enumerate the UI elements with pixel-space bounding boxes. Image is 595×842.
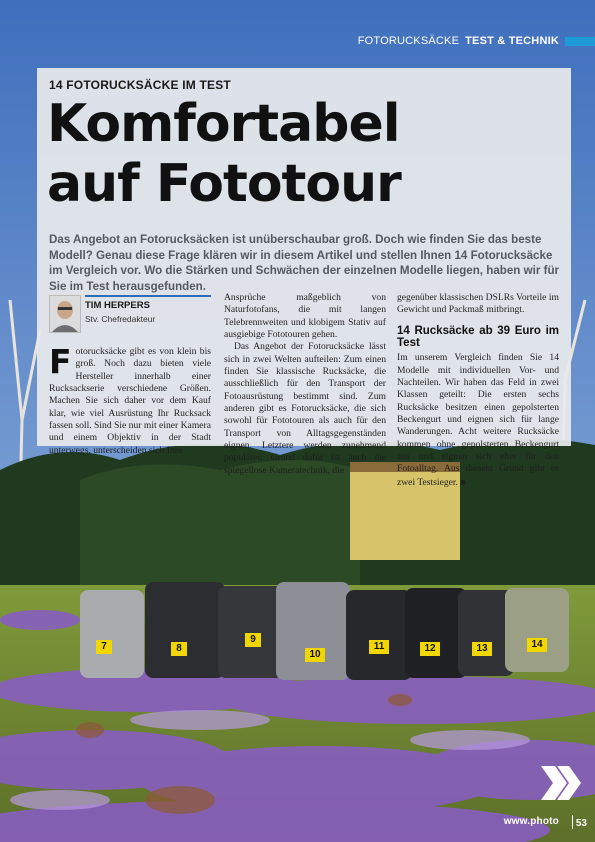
backpack-label-7: 7	[96, 640, 112, 654]
column-2-paragraph-2: Das Angebot der Fotorucksäcke lässt sich in zwei Welten aufteilen: Zum einen finden Sie klassische Rucksäcke, die ausschließlich für den Transport der Fotoausrüstung bestimmt sind. Zum anderen gibt es Fotorucksäcke, die sich sowohl für Fototouren als auch für den Transport von Alltagsgegenständen eignen. Letztere werden zunehmend populärer. Grund dafür ist auch die spiegellose Kameratechnik, die	[224, 341, 386, 476]
article-lead: Das Angebot an Fotorucksäcken ist unüberschaubar groß. Doch wie finden Sie das beste Modell? Genau diese Frage klären wir in diesem Artikel und stellen Ihnen 14 Fotorucksäcke im Vergleich vor. Wo die Stärken und Schwächen der einzelnen Modelle liegen, haben wir für Sie im Test herausgefunden.	[49, 233, 560, 293]
author-role: Stv. Chefredakteur	[85, 314, 156, 324]
backpack-label-8: 8	[171, 642, 187, 656]
article-panel	[37, 68, 571, 488]
headline-line-1: Komfortabel	[47, 94, 400, 154]
article-kicker: 14 FOTORUCKSÄCKE IM TEST	[49, 78, 231, 92]
backpack-14	[505, 588, 569, 672]
headline-line-2: auf Fototour	[47, 154, 401, 214]
column-3-paragraph-1: gegenüber klassischen DSLRs Vorteile im Gewicht und Packmaß mitbringt.	[397, 292, 559, 316]
backpack-11	[346, 590, 412, 680]
page-number: 53	[575, 818, 587, 829]
column-1-paragraph: otorucksäcke gibt es von klein bis groß. Noch dazu bieten viele Hersteller innerhalb einer Rucksackserie verschiedene Größen. Machen Sie sich daher vor dem Kauf klar, wie viel Ausrüstung Ihr Rucksack fassen soll. Sind Sie nur mit einer Kamera und einem Objektiv in der Stadt unterwegs, unterscheiden sich Ihre	[49, 346, 211, 456]
backpack-label-12: 12	[420, 642, 440, 656]
backpack-9	[218, 586, 284, 678]
column-2-paragraph-1: Ansprüche maßgeblich von Naturfotofans, die mit langen Telebrennweiten und klobigem Stativ auf ausgiebige Fototouren gehen.	[224, 292, 386, 341]
backpack-label-11: 11	[369, 640, 389, 654]
column-3-subheading: 14 Rucksäcke ab 39 Euro im Test	[397, 324, 559, 350]
column-3-paragraph-2: Im unserem Vergleich finden Sie 14 Modelle mit individuellen Vor- und Nachteilen. Wir haben das Feld in zwei Klassen geteilt: Die ersten sechs Rucksäcke besitzen einen gepolsterten Beckengurt und eignen sich für lange Wanderungen. Acht weitere Rucksäcke kommen ohne gepolsterten Beckengurt aus und eignen sich eher für den Fotoalltag. Aus diesem Grund gibt es zwei Testsieger.	[397, 352, 559, 488]
backpack-10	[276, 582, 350, 680]
backpack-label-13: 13	[472, 642, 492, 656]
article-column-2	[224, 292, 386, 477]
header-accent-bar	[565, 37, 595, 46]
author-name: TIM HERPERS	[85, 300, 150, 311]
article-column-1	[49, 342, 211, 457]
author-byline	[49, 292, 211, 334]
page-number-divider	[572, 815, 573, 829]
backpack-8	[145, 582, 225, 678]
article-column-3	[397, 292, 559, 489]
drop-cap: F	[49, 342, 72, 381]
backpack-label-14: 14	[527, 638, 547, 652]
author-avatar	[49, 295, 81, 333]
end-mark: ■	[460, 476, 466, 487]
magazine-logo: www.photo	[503, 816, 559, 827]
double-chevron-right-icon[interactable]	[539, 764, 583, 802]
running-header	[358, 34, 595, 48]
backpack-label-10: 10	[305, 648, 325, 662]
header-section: FOTORUCKSÄCKE	[357, 35, 460, 47]
article-headline	[47, 94, 401, 214]
author-rule	[85, 295, 211, 297]
header-category: TEST & TECHNIK	[465, 35, 559, 47]
backpack-7	[80, 590, 144, 678]
backpack-label-9: 9	[245, 633, 261, 647]
